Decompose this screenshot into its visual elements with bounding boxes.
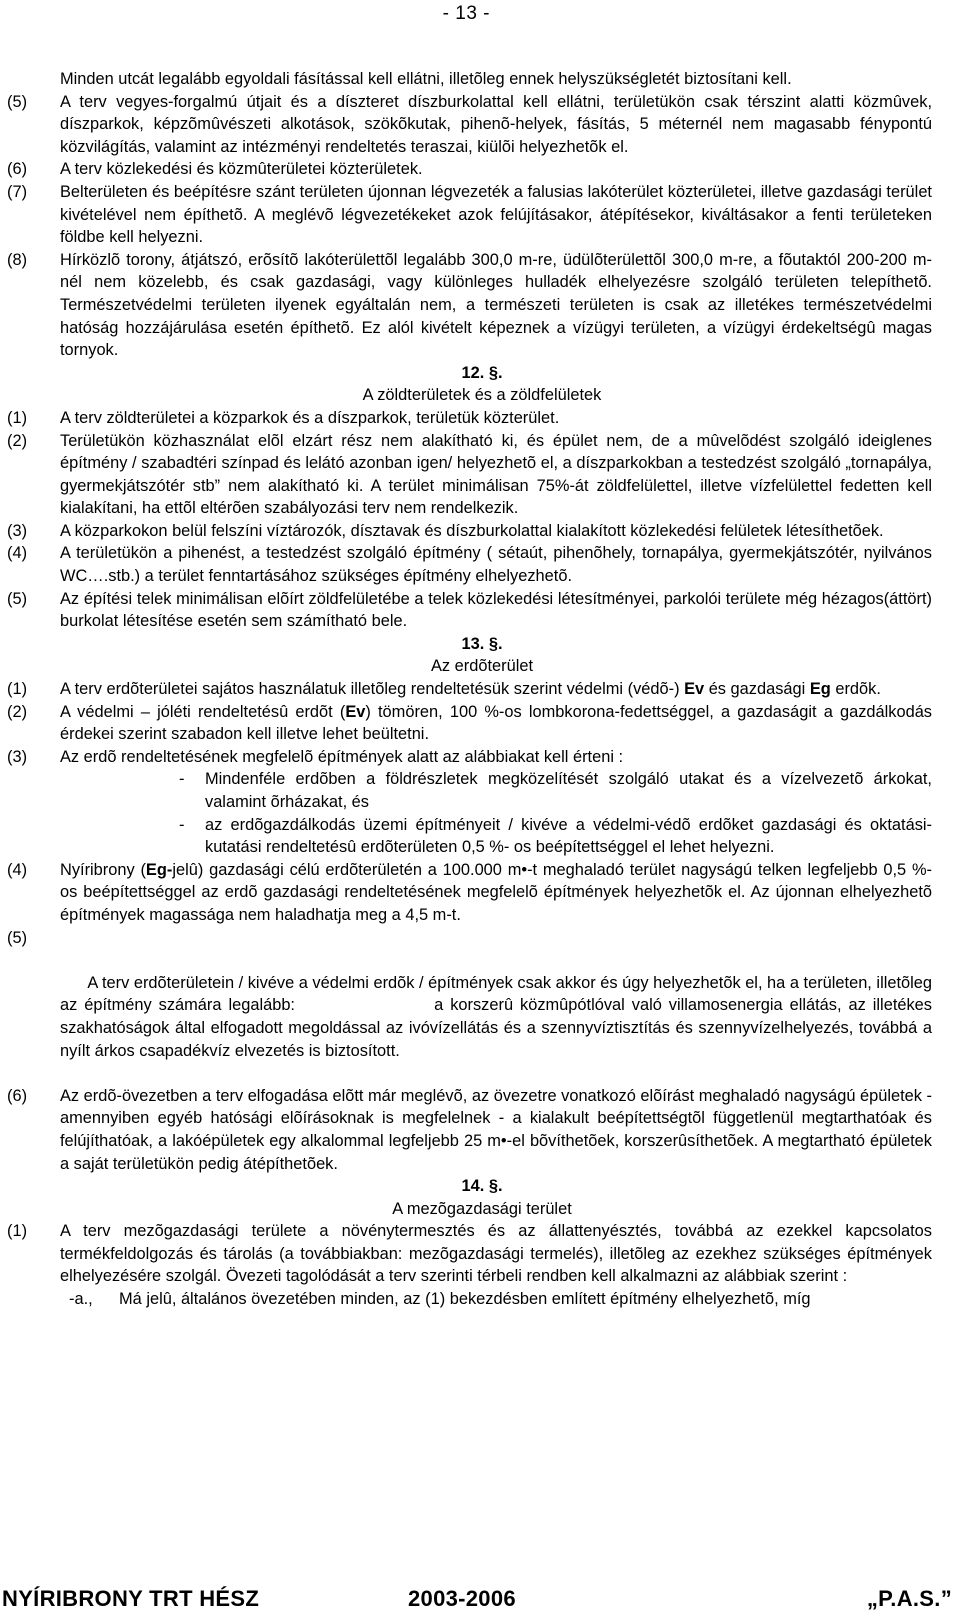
paragraph-text: A védelmi – jóléti rendeltetésû erdõt ( (60, 702, 346, 721)
paragraph-13-1 (7, 678, 932, 701)
paragraph-13-4 (7, 859, 932, 927)
dash-bullet: - (179, 770, 185, 789)
zone-code: Eg- (145, 860, 173, 879)
paragraph-13-3 (7, 746, 932, 769)
paragraph-text: A terv erdõterületei sajátos használatuk illetõleg rendeltetésük szerint védelmi (védõ-) (60, 680, 685, 699)
paragraph-number: (1) (7, 1222, 28, 1241)
paragraph-text: Nyíribrony ( (60, 860, 146, 879)
paragraph-number: (2) (7, 431, 28, 450)
paragraph-text: Az erdõ rendeltetésének megfelelõ építmények alatt az alábbiakat kell érteni : (60, 747, 624, 766)
paragraph-number: (5) (7, 589, 28, 608)
paragraph-number: (1) (7, 408, 28, 427)
paragraph-text: jelû) gazdasági célú erdõterületén a 100.000 m•-t meghaladó terület nagyságú telken legfeljebb 0,5 %-os beépítettséggel az erdõ gazdasági rendeltetésének megfelelõ építmények helyezhetõk el. Az újonnan elhelyezhetõ építmények magassága nem haladhatja meg a 4,5 m-t. (60, 860, 932, 924)
paragraph-number: (7) (7, 182, 28, 201)
document-body (7, 68, 937, 1311)
paragraph-number: (4) (7, 544, 28, 563)
paragraph-text: A területükön a pihenést, a testedzést szolgáló építmény ( sétaút, pihenõhely, tornapálya, gyermekjátszótér, nyilvános WC….stb.) a terület fenntartásához szükséges építmény elhelyezhetõ. (60, 544, 932, 586)
section-12-title: A zöldterületek és a zöldfelületek (362, 386, 602, 405)
paragraph-number: (4) (7, 860, 28, 879)
section-13-number: 13. §. (461, 634, 503, 653)
paragraph-13-2 (7, 701, 932, 746)
list-item-text: Mindenféle erdõben a földrészletek megközelítését szolgáló utakat és a vízelvezetõ árkokat, valamint õrházakat, és (205, 770, 932, 811)
paragraph-13-5 (7, 927, 937, 1085)
section-13-title: Az erdõterület (430, 657, 534, 676)
paragraph-11-6 (7, 158, 932, 181)
list-item-a (7, 1288, 932, 1311)
paragraph-12-3 (7, 520, 932, 543)
paragraph-text: erdõk. (830, 680, 881, 699)
paragraph-11-8 (7, 249, 932, 362)
paragraph-text: Hírközlõ torony, átjátszó, erõsítõ lakóterülettõl legalább 300,0 m-re, üdülõterülettõl 300,0 m-re, a fõutaktól 200-200 m-nél nem közelebb, és csak gazdasági, vagy különleges hulladék elhelyezésre szolgáló területen telepíthetõ. Természetvédelmi területen ilyenek egyáltalán nem, a természeti területen is csak az illetékes természetvédelmi hatóság hozzájárulása esetén építhetõ. Ez alól kivételt képeznek a vízügyi területen, a vízügyi érdekeltségû magas tornyok. (60, 250, 932, 360)
paragraph-12-1 (7, 407, 932, 430)
paragraph-number: (3) (7, 521, 28, 540)
paragraph-text: A terv erdõterületein / kivéve a védelmi erdõk / építmények csak akkor és úgy helyezhetõk el, ha a területen, illetõleg az építmény számára legalább: a korszerû közmûpótlóval való villamosenergia ellátás, az illetékes szakhatóságok által elfogadott megoldással az ivóvízellátás és a szennyvíztisztítás és szennyvízelhelyezés, továbbá a nyílt árkos csapadékvíz elvezetés is biztosított. (60, 973, 937, 1060)
paragraph-intro (7, 68, 932, 91)
section-12-number: 12. §. (461, 363, 503, 382)
list-item-text: Má jelû, általános övezetében minden, az (1) bekezdésben említett építmény elhelyezhetõ, míg (119, 1290, 811, 1309)
zone-code: Eg (809, 680, 831, 699)
list-item-label: -a., (69, 1290, 93, 1309)
paragraph-text: A terv mezõgazdasági területe a növénytermesztés és az állattenyésztés, továbbá az ezekkel kapcsolatos termékfeldolgozás és tárolás (a továbbiakban: mezõgazdasági termelés), illetõleg az ezekhez szükséges építmények elhelyezésére szolgál. Övezeti tagolódását a terv szerinti térbeli rendben kell alkalmazni az alábbiak szerint : (60, 1222, 932, 1286)
paragraph-12-2 (7, 430, 932, 520)
paragraph-12-5 (7, 588, 932, 633)
zone-code: Ev (684, 680, 705, 699)
paragraph-text: ) tömören, 100 %-os lombkorona-fedettséggel, a gazdaságit a gazdálkodás érdekei szerint szabadon kell illetve lehet beültetni. (60, 702, 933, 744)
section-14-title: A mezõgazdasági terület (392, 1199, 572, 1218)
paragraph-number: (6) (7, 160, 28, 179)
footer-title: NYÍRIBRONY TRT HÉSZ (2, 1586, 260, 1611)
paragraph-text: Az építési telek minimálisan elõírt zöldfelületébe a telek közlekedési létesítményei, parkolói területe még hézagos(áttört) burkolat létesítése esetén sem számítható bele. (60, 589, 932, 631)
paragraph-text: A terv vegyes-forgalmú útjait és a díszteret díszburkolattal kell ellátni, területükön csak térszint alatti közmûvek, díszparkok, képzõmûvészeti alkotások, szökõkutak, pihenõ-helyek, fásítás, 5 méternél nem magasabb fénypontú közvilágítás, valamint az intézményi rendeltetés teraszai, kiülõi helyezhetõk el. (60, 92, 932, 156)
paragraph-number: (3) (7, 747, 28, 766)
list-item-text: az erdõgazdálkodás üzemi építményeit / kivéve a védelmi-védõ erdõket gazdasági és oktatási-kutatási rendeltetésû erdõterületen 0,5 %- os beépítettséggel el lehet helyezni. (205, 815, 932, 857)
paragraph-text: Területükön közhasználat elõl elzárt rész nem alakítható ki, és épület nem, de a mûvelõdést szolgáló ideiglenes építmény / szabadtéri színpad és lelátó azonban igen/ helyezhetõ el, a díszparkokban a testedzést szolgáló „tornapálya, gyermekjátszótér stb” nem alakítható ki. A terület minimálisan 75%-át zöldfelülettel, illetve vízfelülettel fedetten kell kialakítani, ha ettõl eltérõen szabályozási terv nem rendelkezik. (60, 431, 932, 518)
paragraph-14-1 (7, 1220, 932, 1288)
paragraph-11-5 (7, 91, 932, 159)
list-item (7, 768, 932, 813)
footer-years: 2003-2006 (408, 1586, 516, 1611)
page-number: - 13 - (442, 3, 490, 24)
paragraph-text: és gazdasági (704, 680, 810, 699)
paragraph-text: A terv zöldterületei a közparkok és a díszparkok, területük közterület. (60, 408, 560, 427)
dash-bullet: - (179, 815, 185, 834)
paragraph-11-7 (7, 181, 932, 249)
paragraph-text: A közparkokon belül felszíni víztározók, dísztavak és díszburkolattal kialakított közlekedési felületek létesíthetõek. (60, 521, 884, 540)
paragraph-number: (8) (7, 250, 28, 269)
zone-code: Ev (345, 702, 366, 721)
paragraph-13-6 (7, 1085, 932, 1175)
paragraph-text: A terv közlekedési és közmûterületei közterületek. (60, 160, 423, 179)
section-14-number: 14. §. (461, 1177, 503, 1196)
paragraph-number: (5) (7, 928, 28, 947)
paragraph-number: (6) (7, 1086, 28, 1105)
paragraph-number: (5) (7, 92, 28, 111)
paragraph-12-4 (7, 542, 932, 587)
paragraph-number: (2) (7, 702, 28, 721)
paragraph-text: Az erdõ-övezetben a terv elfogadása elõtt már meglévõ, az övezetre vonatkozó elõírást meghaladó nagyságú épületek - amennyiben egyéb hatósági elõírásoknak is megfelelnek - a kialakult beépítettségtõl függetlenül megtarthatóak és felújíthatóak, a lakóépületek egy alkalommal legfeljebb 25 m•-el bõvíthetõek, korszerûsíthetõek. A megtartható épületek a saját területükön pedig átépíthetõek. (60, 1086, 932, 1173)
footer-author: „P.A.S.” (866, 1586, 952, 1611)
paragraph-number: (1) (7, 680, 28, 699)
paragraph-text: Minden utcát legalább egyoldali fásítással kell ellátni, illetõleg ennek helyszükségletét biztosítani kell. (60, 70, 792, 88)
paragraph-text: Belterületen és beépítésre szánt területen újonnan légvezeték a falusias lakóterület közterületei, illetve gazdasági terület kivételével nem építhetõ. A meglévõ légvezetékeket azok felújításakor, átépítésekor, kiváltásakor a fenti területeken földbe kell helyezni. (60, 182, 932, 247)
list-item (7, 814, 932, 859)
